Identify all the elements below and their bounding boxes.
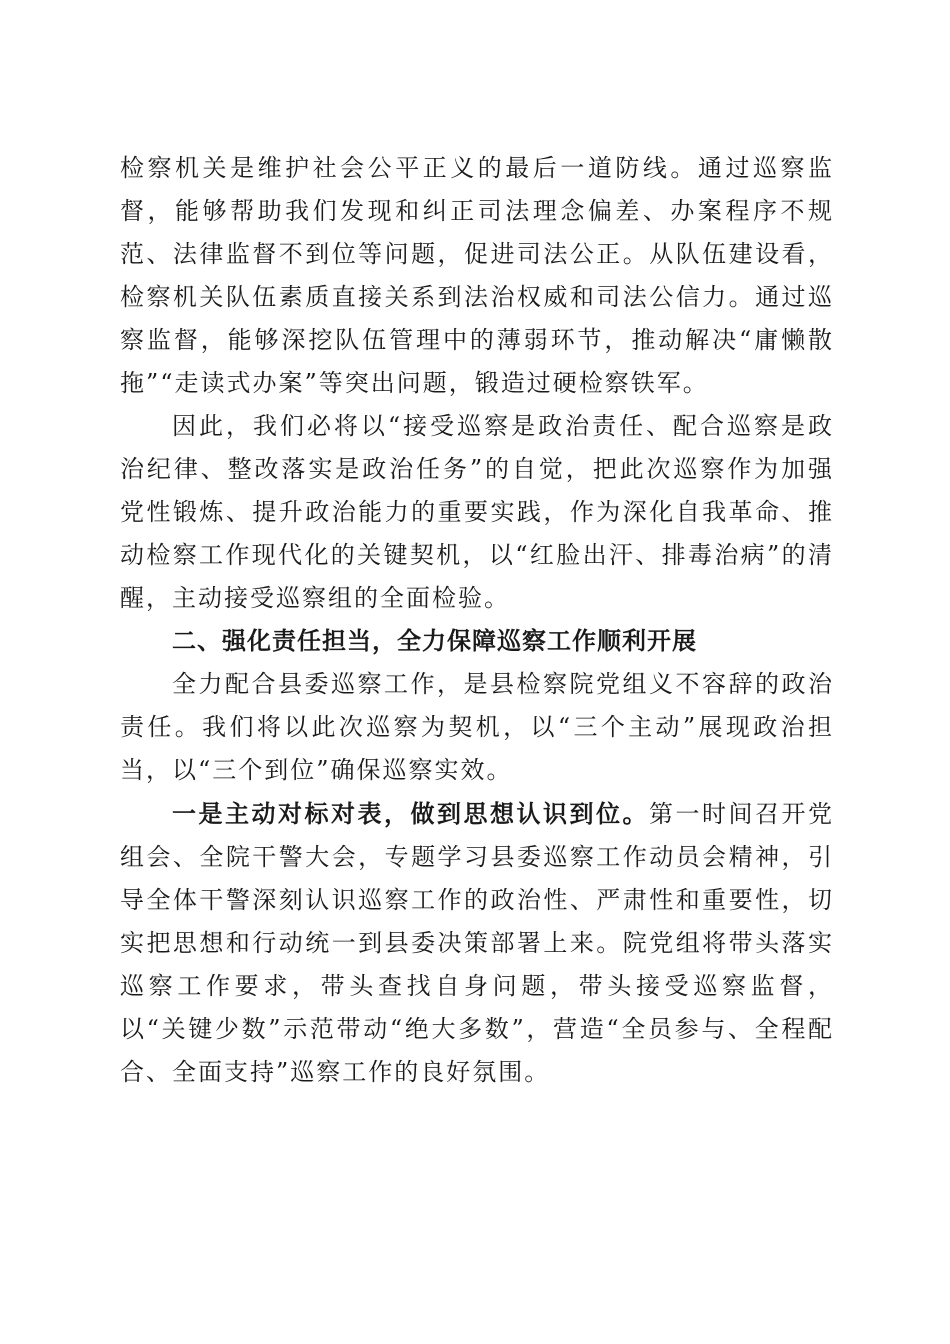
paragraph-4-lead: 一是主动对标对表，做到思想认识到位。	[172, 799, 649, 828]
paragraph-3: 全力配合县委巡察工作，是县检察院党组义不容辞的政治责任。我们将以此次巡察为契机，以“三个主动”展现政治担当，以“三个到位”确保巡察实效。	[120, 670, 834, 784]
paragraph-2: 因此，我们必将以“接受巡察是政治责任、配合巡察是政治纪律、整改落实是政治任务”的自觉，把此次巡察作为加强党性锻炼、提升政治能力的重要实践，作为深化自我革命、推动检察工作现代化的关键契机，以“红脸出汗、排毒治病”的清醒，主动接受巡察组的全面检验。	[120, 412, 834, 612]
paragraph-4-body: 第一时间召开党组会、全院干警大会，专题学习县委巡察工作动员会精神，引导全体干警深刻认识巡察工作的政治性、严肃性和重要性，切实把思想和行动统一到县委决策部署上来。院党组将带头落实巡察工作要求，带头查找自身问题，带头接受巡察监督，以“关键少数”示范带动“绝大多数”，营造“全员参与、全程配合、全面支持”巡察工作的良好氛围。	[120, 800, 834, 1086]
document-page	[120, 147, 834, 1094]
paragraph-1: 检察机关是维护社会公平正义的最后一道防线。通过巡察监督，能够帮助我们发现和纠正司法理念偏差、办案程序不规范、法律监督不到位等问题，促进司法公正。从队伍建设看，检察机关队伍素质直接关系到法治权威和司法公信力。通过巡察监督，能够深挖队伍管理中的薄弱环节，推动解决“庸懒散拖”“走读式办案”等突出问题，锻造过硬检察铁军。	[120, 154, 834, 397]
section-heading-2: 二、强化责任担当，全力保障巡察工作顺利开展	[172, 627, 697, 655]
paragraph-4	[120, 792, 834, 1094]
